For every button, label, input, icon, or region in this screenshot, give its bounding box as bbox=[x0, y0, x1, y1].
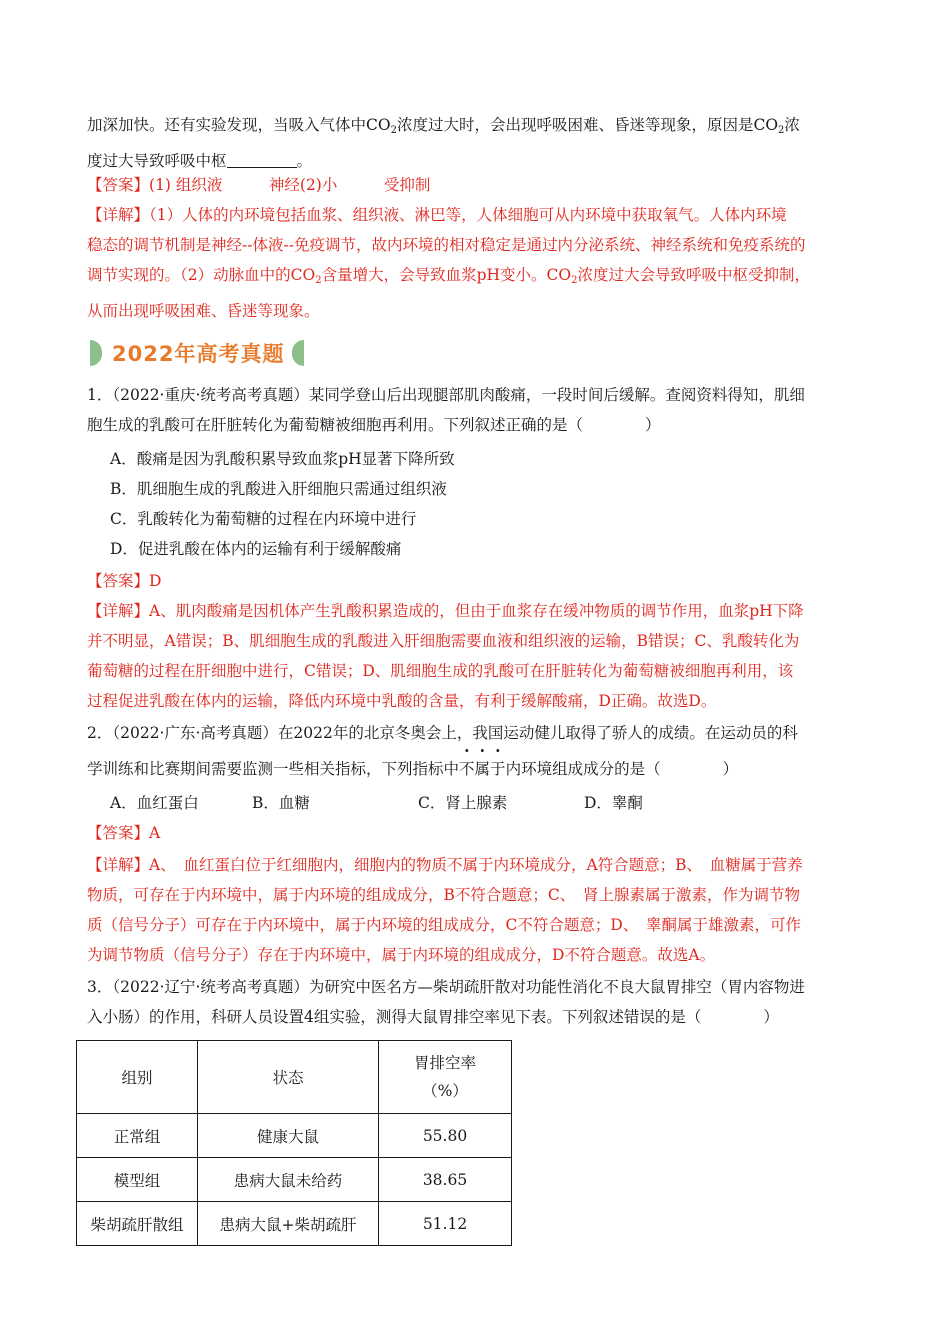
table-header-cell: 状态 bbox=[198, 1041, 379, 1114]
table-header-row bbox=[77, 1041, 512, 1114]
table-row bbox=[77, 1114, 512, 1158]
q1-answer: 【答案】D bbox=[87, 572, 162, 590]
answer-blank bbox=[227, 151, 297, 168]
question-1: 1．（2022·重庆·统考高考真题）某同学登山后出现腿部肌肉酸痛，一段时间后缓解。查阅资料得知，肌细 胞生成的乳酸可在肝脏转化为葡萄糖被细胞再利用。下列叙述正确的是（ ） bbox=[87, 386, 805, 434]
q2-option-d: D．睾酮 bbox=[584, 794, 643, 812]
table-row bbox=[77, 1202, 512, 1246]
q1-option-a: A．酸痛是因为乳酸积累导致血浆pH显著下降所致 bbox=[110, 450, 455, 468]
leaf-icon bbox=[90, 340, 102, 366]
answer-label: 【答案】 bbox=[87, 176, 150, 194]
q2-option-c: C．肾上腺素 bbox=[418, 794, 508, 812]
intro-paragraph bbox=[87, 110, 867, 176]
section-title: 2022年高考真题 bbox=[112, 342, 285, 366]
table-cell: 患病大鼠+柴胡疏肝 bbox=[198, 1202, 379, 1246]
table-header-cell: 胃排空率 （%） bbox=[379, 1041, 512, 1114]
question-3: 3．（2022·辽宁·统考高考真题）为研究中医名方—柴胡疏肝散对功能性消化不良大鼠胃排空（胃内容物进 入小肠）的作用，科研人员设置4组实验，测得大鼠胃排空率见下表。下列叙述错误的是（ ） bbox=[87, 978, 805, 1026]
q2-detail: 【详解】A、 血红蛋白位于红细胞内，细胞内的物质不属于内环境成分，A符合题意；B、 血糖属于营养 物质，可存在于内环境中，属于内环境的组成成分，B不符合题意；C、 肾上腺素属于激素，作为调节物 质（信号分子）可存在于内环境中，属于内环境的组成成分，C不符合题意；D、 睾酮属于雄激素，可作 为调节物质（信号分子）存在于内环境中，属于内环境的组成成分，D不符合题意。故选A。 bbox=[87, 856, 803, 964]
table-cell: 38.65 bbox=[379, 1158, 512, 1202]
table-cell: 模型组 bbox=[77, 1158, 198, 1202]
table-cell: 正常组 bbox=[77, 1114, 198, 1158]
q1-option-b: B．肌细胞生成的乳酸进入肝细胞只需通过组织液 bbox=[110, 480, 447, 498]
table-cell: 55.80 bbox=[379, 1114, 512, 1158]
table-header-cell: 组别 bbox=[77, 1041, 198, 1114]
q2-option-b: B．血糖 bbox=[252, 794, 310, 812]
table-row bbox=[77, 1158, 512, 1202]
gastric-emptying-table bbox=[76, 1040, 512, 1246]
q1-option-d: D．促进乳酸在体内的运输有利于缓解酸痛 bbox=[110, 540, 402, 558]
leaf-icon bbox=[292, 340, 304, 366]
table-cell: 柴胡疏肝散组 bbox=[77, 1202, 198, 1246]
question-2: 2．（2022·广东·高考真题）在2022年的北京冬奥会上，我国运动健儿取得了骄人的成绩。在运动员的科 学训练和比赛期间需要监测一些相关指标，下列指标中不属于内环境组成成分的是（ ） bbox=[87, 724, 798, 778]
table-cell: 51.12 bbox=[379, 1202, 512, 1246]
section-banner bbox=[90, 335, 304, 371]
table-cell: 健康大鼠 bbox=[198, 1114, 379, 1158]
detail-label: 【详解】 bbox=[87, 206, 150, 224]
answer-0 bbox=[87, 170, 867, 200]
q1-detail: 【详解】A、肌肉酸痛是因机体产生乳酸积累造成的，但由于血浆存在缓冲物质的调节作用，血浆pH下降 并不明显，A错误；B、肌细胞生成的乳酸进入肝细胞需要血液和组织液的运输，B错误；C、乳酸转化为 葡萄糖的过程在肝细胞中进行，C错误；D、肌细胞生成的乳酸可在肝脏转化为葡萄糖被细胞再利用，该 过程促进乳酸在体内的运输，降低内环境中乳酸的含量，有利于缓解酸痛，D正确。故选D。 bbox=[87, 602, 804, 710]
answer-text: (1) 组织液 神经(2)小 受抑制 bbox=[149, 176, 431, 194]
intro-line-1: 加深加快。还有实验发现，当吸入气体中$CO_2$浓度过大时，会出现呼吸困难、昏迷等现象，原因是$CO_2$浓 bbox=[87, 116, 800, 136]
detail-0: 【详解】（1）人体的内环境包括血浆、组织液、淋巴等，人体细胞可从内环境中获取氧气。人体内环境 稳态的调节机制是神经--体液--免疫调节，故内环境的相对稳定是通过内分泌系统、神经系统和免疫系统的 调节实现的。（2）动脉血中的$CO_2$含量增大，会导致血浆pH变小。$CO_2$浓度过大会导致呼吸中枢受抑制， 从而出现呼吸困难、昏迷等现象。 bbox=[87, 206, 810, 320]
intro-line-2: 度过大导致呼吸中枢 。 bbox=[87, 152, 313, 170]
q1-option-c: C．乳酸转化为葡萄糖的过程在内环境中进行 bbox=[110, 510, 417, 528]
q2-option-a: A．血红蛋白 bbox=[110, 794, 199, 812]
table-cell: 患病大鼠未给药 bbox=[198, 1158, 379, 1202]
q2-answer: 【答案】A bbox=[87, 824, 161, 842]
